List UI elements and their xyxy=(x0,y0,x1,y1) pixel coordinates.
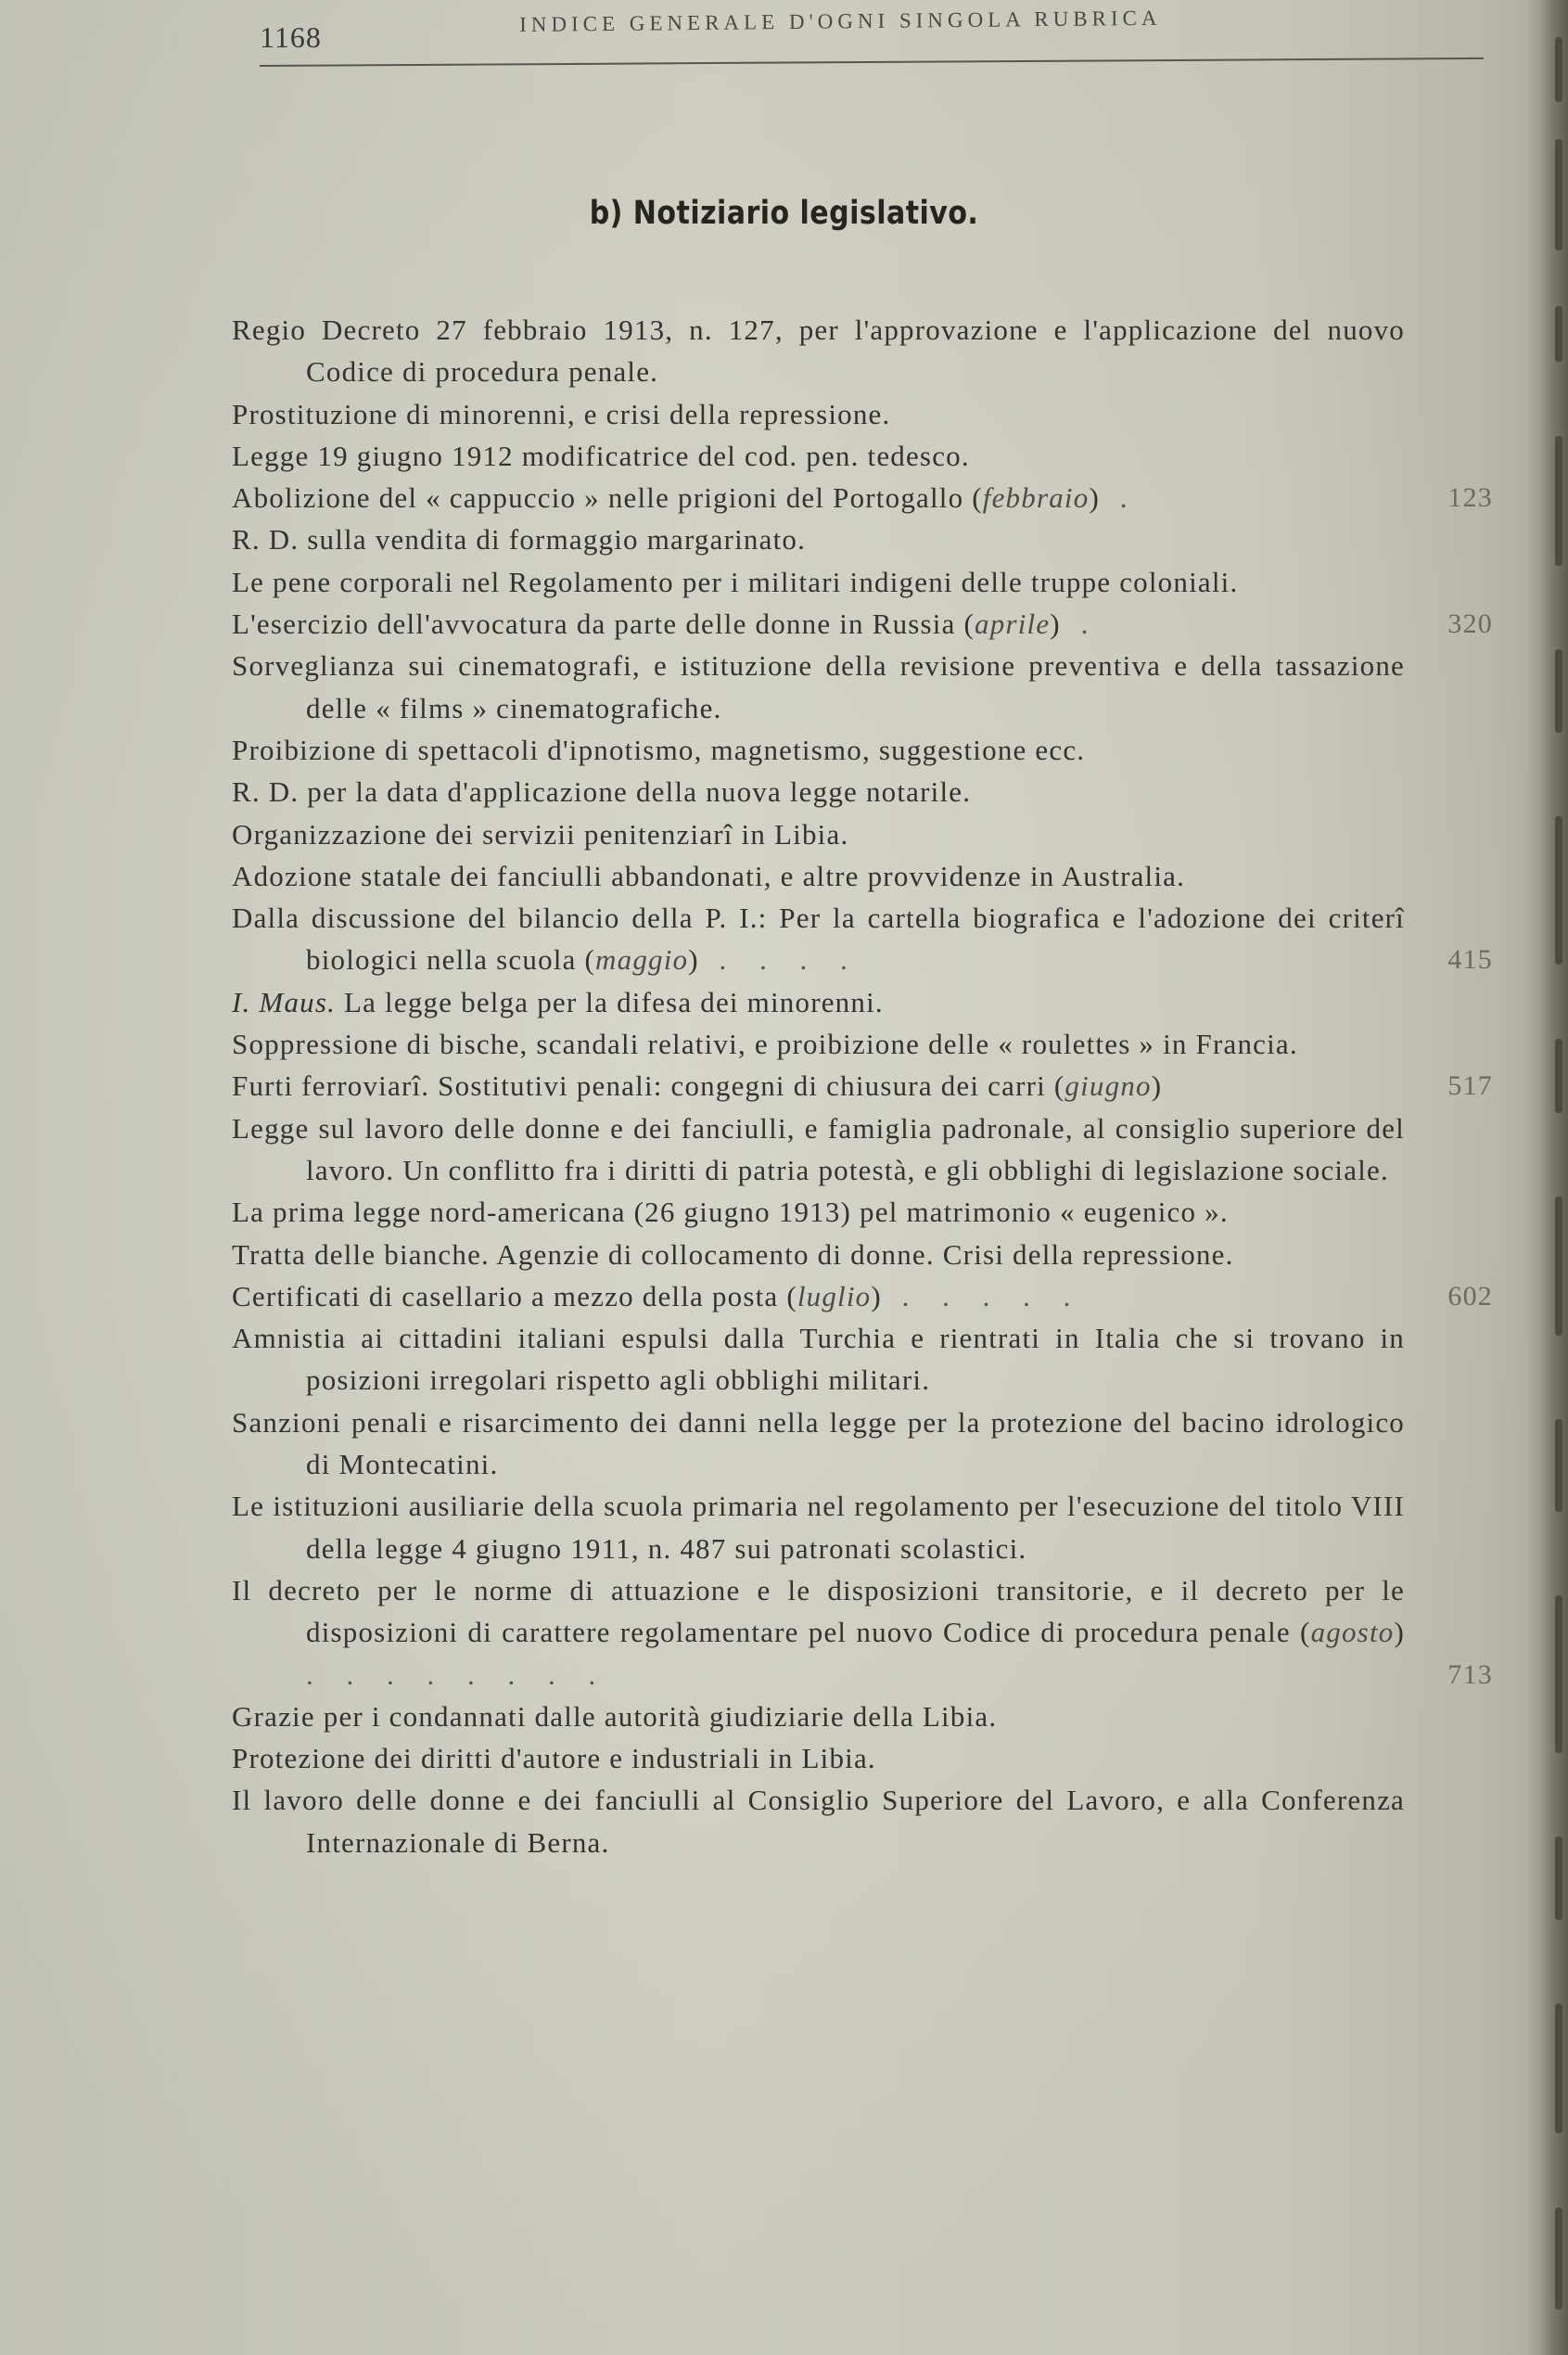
index-entry xyxy=(232,1737,1493,1779)
entry-text: Proibizione di spettacoli d'ipnotismo, magnetismo, suggestione ecc. xyxy=(232,733,1086,766)
index-entry xyxy=(232,1191,1493,1233)
index-entry xyxy=(232,1234,1493,1275)
entry-page-number: 123 xyxy=(1447,482,1493,514)
index-entry xyxy=(232,518,1493,560)
entry-dot-leader: . . . . . xyxy=(881,1279,1084,1312)
entry-text: Le istituzioni ausiliarie della scuola primaria nel regolamento per l'esecuzione del titolo VIII della legge 4 giugno 1911, n. 487 sui patronati scolastici. xyxy=(232,1490,1405,1565)
entry-page-number: 602 xyxy=(1447,1280,1493,1312)
index-entry xyxy=(232,1569,1493,1696)
entry-page-number: 415 xyxy=(1447,944,1493,976)
index-entry xyxy=(232,1317,1493,1401)
entry-dot-leader: . xyxy=(1060,608,1102,641)
index-entry xyxy=(232,1696,1493,1737)
section-title: b) Notiziario legislativo. xyxy=(589,195,979,232)
entry-month: febbraio xyxy=(982,481,1090,515)
index-entry xyxy=(232,1275,1493,1317)
index-entry xyxy=(232,1401,1493,1486)
entry-text: Legge 19 giugno 1912 modificatrice del cod. pen. tedesco. xyxy=(232,439,970,472)
index-entry xyxy=(232,771,1493,813)
entry-month: maggio xyxy=(595,943,689,977)
entry-dot-leader: . . . . xyxy=(698,943,860,977)
entry-text: La prima legge nord-americana (26 giugno 1913) pel matrimonio « eugenico ». xyxy=(232,1196,1229,1229)
index-entry xyxy=(232,1779,1493,1863)
index-entry xyxy=(232,855,1493,897)
entry-dot-leader: . . . . . . . . xyxy=(306,1657,609,1691)
entry-text: Certificati di casellario a mezzo della posta ( xyxy=(232,1279,797,1312)
entry-text: Le pene corporali nel Regolamento per i militari indigeni delle truppe coloniali. xyxy=(232,565,1239,598)
entry-page-number: 517 xyxy=(1447,1070,1493,1102)
running-title: INDICE GENERALE D'OGNI SINGOLA RUBRICA xyxy=(519,6,1162,36)
index-entry xyxy=(232,645,1493,729)
entry-author: I. Maus. xyxy=(232,985,337,1018)
entry-text: Sorveglianza sui cinematografi, e istituzione della revisione preventiva e della tassazione delle « films » cinematografiche. xyxy=(232,649,1405,724)
entry-suffix: ) xyxy=(871,1279,882,1312)
index-entry xyxy=(232,435,1493,477)
entry-text: Regio Decreto 27 febbraio 1913, n. 127, per l'approvazione e l'applicazione del nuovo Codice di procedura penale. xyxy=(232,314,1405,389)
entry-suffix: ) xyxy=(1394,1616,1405,1649)
entry-text: Furti ferroviarî. Sostitutivi penali: congegni di chiusura dei carri ( xyxy=(232,1069,1065,1103)
index-entry xyxy=(232,393,1493,435)
entry-text: L'esercizio dell'avvocatura da parte delle donne in Russia ( xyxy=(232,608,975,641)
entry-text: Grazie per i condannati dalle autorità giudiziarie della Libia. xyxy=(232,1699,998,1733)
index-entry xyxy=(232,1023,1493,1065)
entry-text: R. D. per la data d'applicazione della nuova legge notarile. xyxy=(232,775,972,809)
entry-suffix: ) xyxy=(688,943,699,977)
entry-text: Tratta delle bianche. Agenzie di collocamento di donne. Crisi della repressione. xyxy=(232,1237,1234,1271)
index-entry xyxy=(232,1485,1493,1569)
entry-text: Adozione statale dei fanciulli abbandonati, e altre provvidenze in Australia. xyxy=(232,859,1186,892)
page-edge xyxy=(1525,0,1568,2355)
page-number: 1168 xyxy=(260,20,322,54)
entry-dot-leader: . xyxy=(1099,481,1141,515)
entry-text: Soppressione di bische, scandali relativi, e proibizione delle « roulettes » in Francia. xyxy=(232,1028,1298,1061)
index-entry xyxy=(232,603,1493,645)
entry-month: agosto xyxy=(1310,1616,1395,1649)
entry-page-number: 713 xyxy=(1447,1658,1493,1690)
entry-text: Organizzazione dei servizii penitenziarî in Libia. xyxy=(232,817,849,851)
entry-month: luglio xyxy=(797,1279,872,1312)
index-entry xyxy=(232,561,1493,603)
index-entry xyxy=(232,897,1493,981)
entry-text: Sanzioni penali e risarcimento dei danni nella legge per la protezione del bacino idrologico di Montecatini. xyxy=(232,1405,1405,1481)
entry-month: aprile xyxy=(975,608,1051,641)
entry-text: La legge belga per la difesa dei minorenni. xyxy=(336,985,884,1018)
index-entry xyxy=(232,1107,1493,1192)
entry-text: Il decreto per le norme di attuazione e le disposizioni transitorie, e il decreto per le disposizioni di carattere regolamentare pel nuovo Codice di procedura penale ( xyxy=(232,1573,1405,1649)
entry-text: Legge sul lavoro delle donne e dei fanciulli, e famiglia padronale, al consiglio superiore del lavoro. Un conflitto fra i diritti di patria potestà, e gli obblighi di legislazione sociale. xyxy=(232,1111,1405,1186)
page-header xyxy=(260,6,1511,65)
entry-text: Protezione dei diritti d'autore e industriali in Libia. xyxy=(232,1742,876,1775)
entry-text: Prostituzione di minorenni, e crisi della repressione. xyxy=(232,397,891,430)
index-entry xyxy=(232,813,1493,855)
entry-text: R. D. sulla vendita di formaggio margarinato. xyxy=(232,523,807,557)
entry-page-number: 320 xyxy=(1447,608,1493,640)
index-entry xyxy=(232,477,1493,518)
entry-suffix: ) xyxy=(1151,1069,1163,1103)
entry-list xyxy=(232,309,1493,1863)
index-entry xyxy=(232,729,1493,771)
entry-month: giugno xyxy=(1064,1069,1152,1103)
index-entry xyxy=(232,1065,1493,1107)
index-entry xyxy=(232,981,1493,1023)
entry-text: Amnistia ai cittadini italiani espulsi dalla Turchia e rientrati in Italia che si trovano in posizioni irregolari rispetto agli obblighi militari. xyxy=(232,1322,1405,1397)
entry-text: Dalla discussione del bilancio della P. I.: Per la cartella biografica e l'adozione dei criterî biologici nella scuola ( xyxy=(232,902,1405,977)
entry-suffix: ) xyxy=(1050,608,1061,641)
entry-suffix: ) xyxy=(1089,481,1100,515)
entry-text: Abolizione del « cappuccio » nelle prigioni del Portogallo ( xyxy=(232,481,983,515)
index-entry xyxy=(232,309,1493,393)
entry-text: Il lavoro delle donne e dei fanciulli al Consiglio Superiore del Lavoro, e alla Conferenza Internazionale di Berna. xyxy=(232,1784,1405,1859)
